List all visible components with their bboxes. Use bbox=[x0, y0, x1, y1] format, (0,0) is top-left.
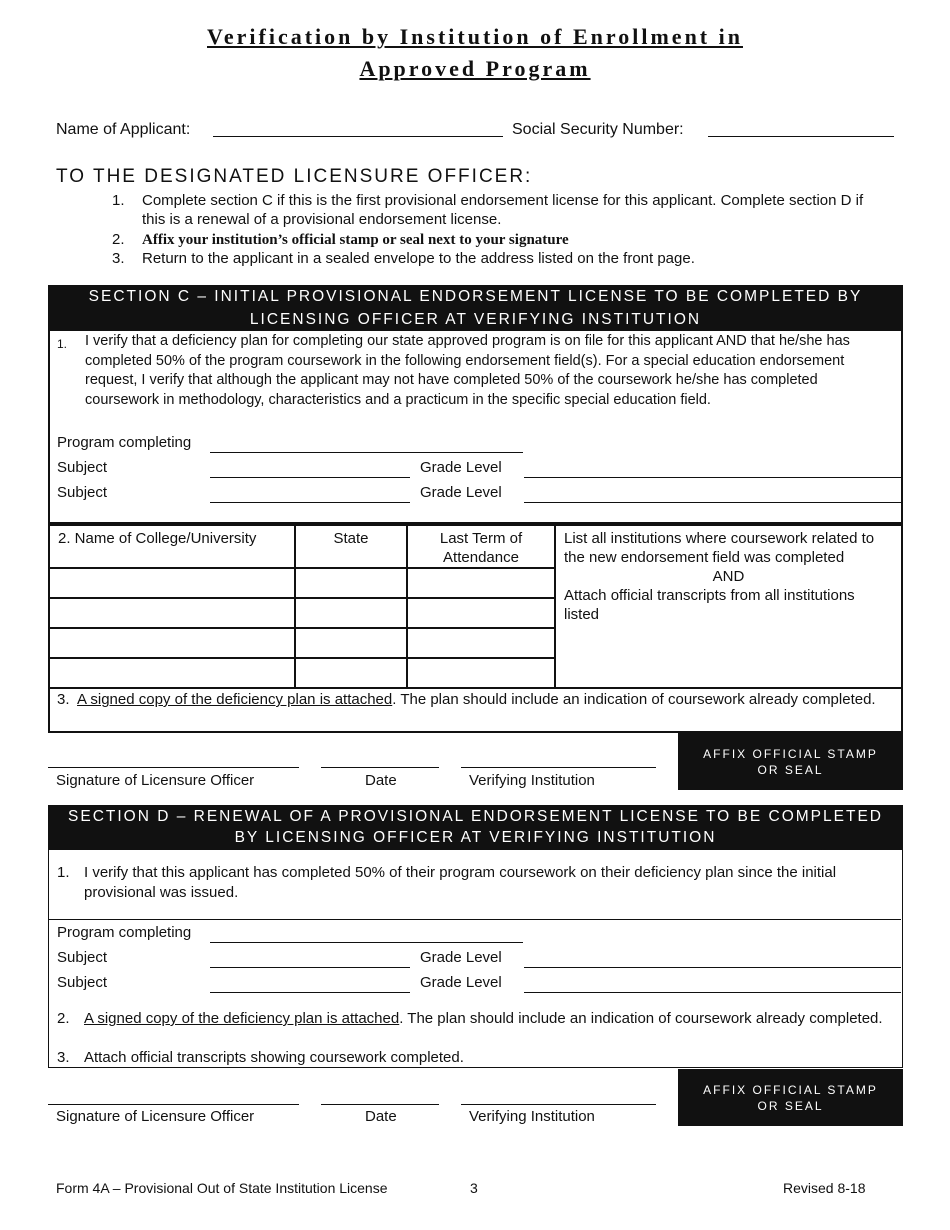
grade-label: Grade Level bbox=[420, 484, 502, 501]
table-cell[interactable] bbox=[407, 568, 555, 598]
item2-rest: . The plan should include an indication of coursework already completed. bbox=[399, 1010, 883, 1027]
institution-label: Verifying Institution bbox=[469, 1108, 595, 1125]
date-label: Date bbox=[365, 1108, 397, 1125]
ssn-field[interactable] bbox=[708, 136, 894, 137]
signature-label: Signature of Licensure Officer bbox=[56, 1108, 255, 1125]
institutions-instructions bbox=[555, 525, 902, 688]
item-num: 3. bbox=[57, 691, 70, 708]
section-d-item1: I verify that this applicant has completed 50% of their program coursework on their deficiency plan since the initial provisional was issued. bbox=[84, 864, 837, 901]
grade-field[interactable] bbox=[524, 502, 901, 503]
item-num: 2. bbox=[57, 1010, 70, 1027]
program-label: Program completing bbox=[57, 434, 192, 451]
subject-field[interactable] bbox=[210, 992, 410, 993]
section-c-item1: I verify that a deficiency plan for completing our state approved program is on file for this applicant AND that he/she has completed 50% of the program coursework in the following endorsement field(s). For a special education endorsement request, I verify that although the applicant may not have completed 50% of the coursework he/she has completed coursework in methodology, characteristics and a practicum in the specific special education field. bbox=[85, 333, 850, 408]
section-d-header-line1: SECTION D – RENEWAL OF A PROVISIONAL ENDORSEMENT LICENSE TO BE COMPLETED bbox=[68, 808, 883, 825]
institution-label: Verifying Institution bbox=[469, 772, 595, 789]
stamp-box: AFFIX OFFICIAL STAMP OR SEAL bbox=[678, 733, 903, 790]
grade-label: Grade Level bbox=[420, 459, 502, 476]
page-title-line2: Approved Program bbox=[359, 56, 591, 81]
grade-field[interactable] bbox=[524, 992, 901, 993]
instruction-text: Complete section C if this is the first provisional endorsement license for this applicant. Complete section D if this is a renewal of a provisional endorsement license. bbox=[142, 192, 864, 228]
grade-label: Grade Level bbox=[420, 949, 502, 966]
section-d-item2 bbox=[84, 1009, 884, 1029]
section-d-header bbox=[48, 805, 903, 850]
table-cell[interactable] bbox=[49, 598, 295, 628]
col-term: Last Term of Attendance bbox=[407, 525, 555, 568]
divider bbox=[48, 919, 901, 920]
footer-form: Form 4A – Provisional Out of State Institution License bbox=[56, 1180, 388, 1196]
subject-field[interactable] bbox=[210, 967, 410, 968]
table-cell[interactable] bbox=[49, 568, 295, 598]
instruction-num: 3. bbox=[112, 250, 125, 267]
item3-underlined: A signed copy of the deficiency plan is attached bbox=[77, 691, 393, 708]
item-num: 3. bbox=[57, 1049, 70, 1066]
section-c-header-line2: LICENSING OFFICER AT VERIFYING INSTITUTION bbox=[249, 311, 702, 328]
col-state: State bbox=[295, 525, 407, 568]
table-cell[interactable] bbox=[49, 628, 295, 658]
item2-underlined: A signed copy of the deficiency plan is attached bbox=[84, 1010, 400, 1027]
section-d-item3: Attach official transcripts showing coursework completed. bbox=[84, 1049, 464, 1066]
table-cell[interactable] bbox=[295, 628, 407, 658]
institution-field[interactable] bbox=[461, 1104, 656, 1105]
program-field[interactable] bbox=[210, 452, 523, 453]
subject-label: Subject bbox=[57, 949, 108, 966]
col-college: 2. Name of College/University bbox=[49, 525, 295, 568]
table-cell[interactable] bbox=[407, 598, 555, 628]
date-field[interactable] bbox=[321, 1104, 439, 1105]
ssn-label: Social Security Number: bbox=[512, 121, 684, 138]
table-cell[interactable] bbox=[407, 658, 555, 688]
instruction-text: Return to the applicant in a sealed envelope to the address listed on the front page. bbox=[142, 250, 695, 267]
name-field[interactable] bbox=[213, 136, 503, 137]
section-c-item3 bbox=[57, 690, 887, 709]
item3-rest: . The plan should include an indication of coursework already completed. bbox=[392, 691, 876, 708]
stamp-box: AFFIX OFFICIAL STAMP OR SEAL bbox=[678, 1069, 903, 1126]
subject-field[interactable] bbox=[210, 502, 410, 503]
section-d-header-line2: BY LICENSING OFFICER AT VERIFYING INSTITUTION bbox=[234, 829, 717, 846]
subject-label: Subject bbox=[57, 484, 108, 501]
signature-field[interactable] bbox=[48, 767, 299, 768]
instruction-num: 2. bbox=[112, 231, 125, 248]
table-cell[interactable] bbox=[407, 628, 555, 658]
instruction-num: 1. bbox=[112, 192, 125, 209]
section-c-header-line1: SECTION C – INITIAL PROVISIONAL ENDORSEMENT LICENSE TO BE COMPLETED BY bbox=[88, 288, 863, 305]
footer-page: 3 bbox=[470, 1180, 478, 1196]
signature-field[interactable] bbox=[48, 1104, 299, 1105]
table-cell[interactable] bbox=[295, 598, 407, 628]
table-cell[interactable] bbox=[295, 568, 407, 598]
grade-field[interactable] bbox=[524, 477, 901, 478]
officer-heading: TO THE DESIGNATED LICENSURE OFFICER: bbox=[56, 166, 533, 187]
footer-revised: Revised 8-18 bbox=[783, 1180, 866, 1196]
signature-label: Signature of Licensure Officer bbox=[56, 772, 255, 789]
name-label: Name of Applicant: bbox=[56, 121, 191, 138]
table-cell[interactable] bbox=[49, 658, 295, 688]
institutions-table bbox=[48, 524, 903, 689]
item-num: 1. bbox=[57, 864, 70, 881]
subject-label: Subject bbox=[57, 974, 108, 991]
institution-field[interactable] bbox=[461, 767, 656, 768]
instruct-attach: Attach official transcripts from all institutions listed bbox=[564, 587, 855, 623]
table-cell[interactable] bbox=[295, 658, 407, 688]
instruction-text: Affix your institution’s official stamp or seal next to your signature bbox=[142, 232, 569, 248]
instruct-list: List all institutions where coursework related to the new endorsement field was completed bbox=[564, 530, 875, 566]
program-field[interactable] bbox=[210, 942, 523, 943]
date-field[interactable] bbox=[321, 767, 439, 768]
grade-label: Grade Level bbox=[420, 974, 502, 991]
grade-field[interactable] bbox=[524, 967, 901, 968]
date-label: Date bbox=[365, 772, 397, 789]
subject-label: Subject bbox=[57, 459, 108, 476]
instruct-and: AND bbox=[712, 568, 745, 585]
page-title: Verification by Institution of Enrollment in bbox=[207, 24, 743, 49]
item-num: 1. bbox=[57, 337, 68, 351]
subject-field[interactable] bbox=[210, 477, 410, 478]
section-c-header bbox=[48, 285, 903, 331]
program-label: Program completing bbox=[57, 924, 192, 941]
